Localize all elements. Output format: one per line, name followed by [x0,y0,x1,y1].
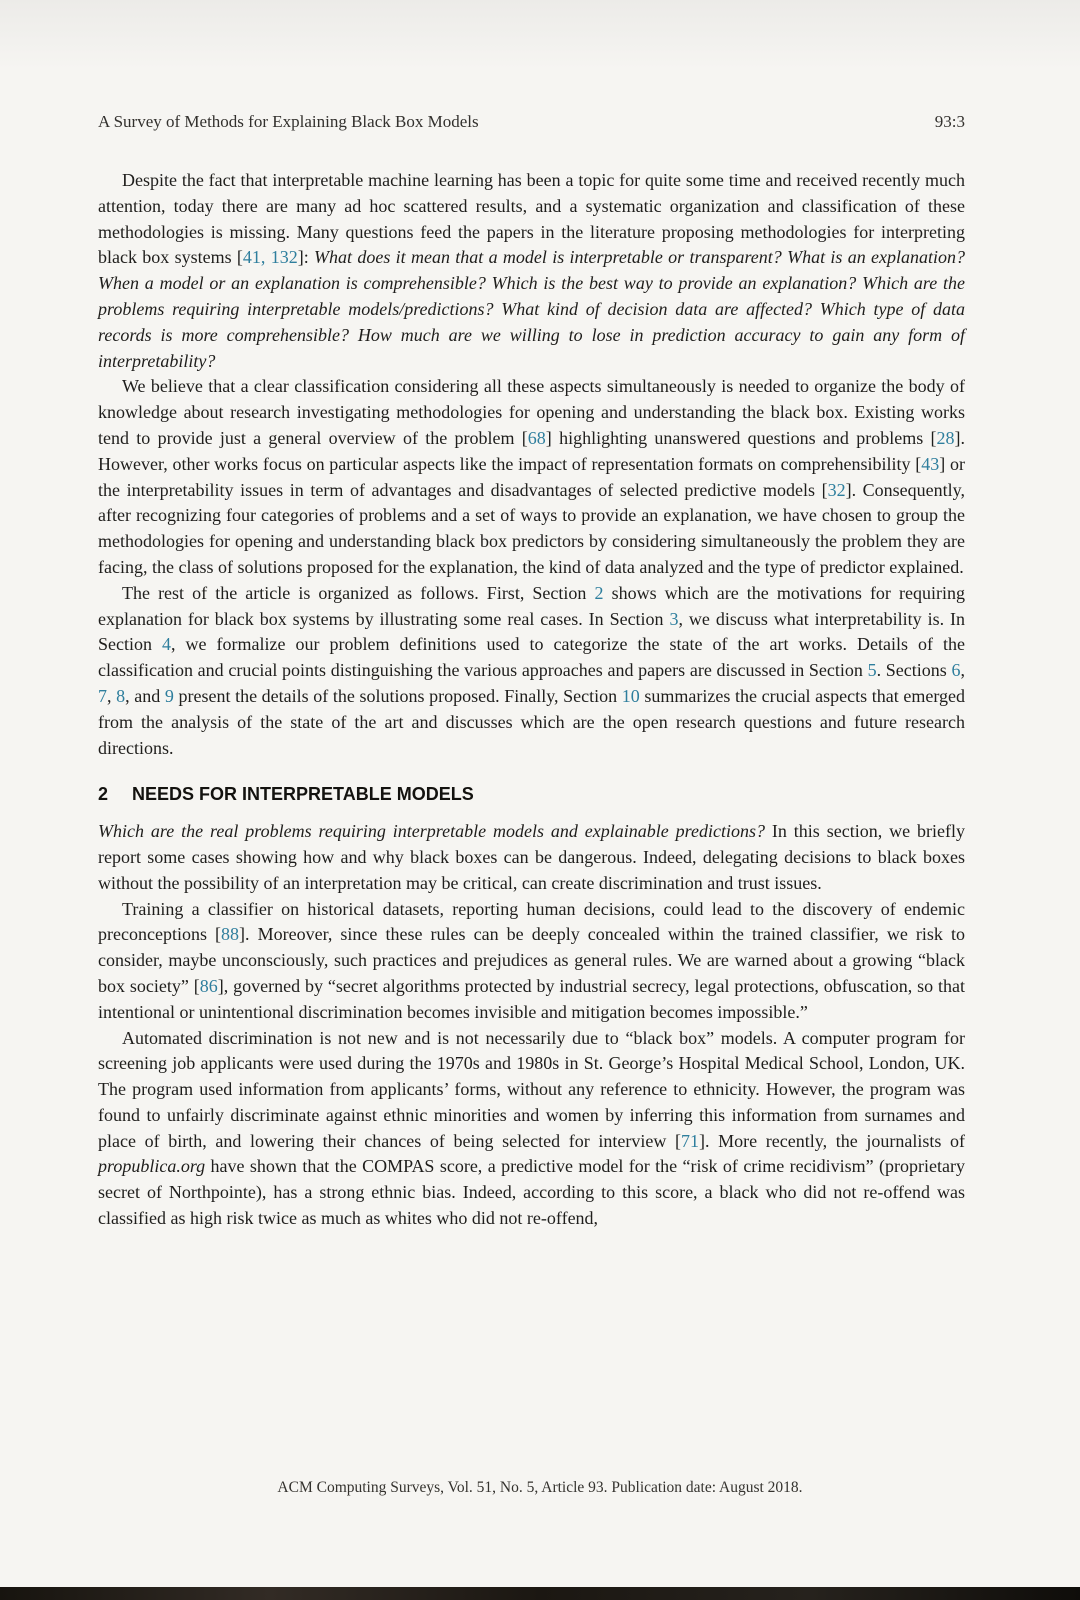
citation-link[interactable]: 9 [164,685,174,706]
citation-link[interactable]: 10 [621,685,640,706]
paragraph [98,897,965,1026]
scan-edge-artifact [0,1587,1080,1600]
citation-link[interactable]: 41, 132 [242,247,298,268]
text-segment: Automated discrimination is not new and is not necessarily due to “black box” models. A computer program for screening job applicants were used during the 1970s and 1980s in St. George’s Hospital Medical School, London, UK. The program used information from applicants’ forms, without any reference to ethnicity. However, the program was found to unfairly discriminate against ethnic minorities and women by inferring this information from surnames and place of birth, and lowering their chances of being selected for interview [ [98,1027,965,1151]
running-title: A Survey of Methods for Explaining Black Box Models [98,112,479,131]
text-segment: present the details of the solutions proposed. Finally, Section [173,685,622,706]
text-segment: ]. Moreover, since these rules can be deeply concealed within the trained classifier, we risk to consider, maybe unconsciously, such practices and prejudices as general rules. We are warned about a growing “black box society” [ [98,924,965,996]
text-segment: , [107,685,117,706]
text-segment: ]. More recently, the journalists of [699,1130,965,1151]
paragraph [98,581,965,762]
citation-link[interactable]: 88 [221,924,240,945]
citation-link[interactable]: 2 [594,582,604,603]
citation-link[interactable]: 71 [681,1130,700,1151]
text-segment: , and [125,685,165,706]
page-body [98,168,965,1232]
text-segment: In this section, we briefly report some cases showing how and why black boxes can be dangerous. Indeed, delegating decisions to black boxes without the possibility of an interpretation may be critical, can create discrimination and trust issues. [98,821,965,893]
text-segment: , [960,660,965,681]
citation-link[interactable]: 32 [827,479,846,500]
citation-link[interactable]: 43 [921,453,940,474]
citation-link[interactable]: 8 [116,685,126,706]
page-header [98,112,965,132]
citation-link[interactable]: 68 [527,427,546,448]
paragraph [98,819,965,896]
text-segment: have shown that the COMPAS score, a predictive model for the “risk of crime recidivism” (proprietary secret of Northpointe), has a strong ethnic bias. Indeed, according to this score, a black who did not re-offend was classified as high risk twice as much as whites who did not re-offend, [98,1156,965,1229]
text-segment: ] highlighting unanswered questions and problems [ [545,427,937,448]
citation-link[interactable]: 28 [936,427,955,448]
text-segment: Training a classifier on historical datasets, reporting human decisions, could lead to the discovery of endemic preconceptions [ [98,898,965,945]
italic-text: propublica.org [98,1156,206,1177]
italic-text: What does it mean that a model is interpretable or transparent? What is an explanation? When a model or an explanation is comprehensible? Which is the best way to provide an explanation? Which are the problems requiring interpretable models/predictions? What kind of decision data are affected? Which type of data records is more comprehensible? How much are we willing to lose in prediction accuracy to gain any form of interpretability? [98,247,966,371]
paragraph [98,1026,965,1232]
citation-link[interactable]: 86 [199,975,218,996]
text-segment: ], governed by “secret algorithms protected by industrial secrecy, legal protections, obfuscation, so that intentional or unintentional discrimination becomes invisible and mitigation becomes impossible.” [98,975,965,1022]
citation-link[interactable]: 6 [951,660,961,681]
text-segment: shows which are the motivations for requiring explanation for black box systems by illustrating some real cases. In Section [98,582,965,629]
page-footer [0,1479,1080,1497]
section-number: 2 [98,784,109,805]
text-segment: . Sections [876,660,952,681]
footer-text: ACM Computing Surveys, Vol. 51, No. 5, Article 93. Publication date: August 2018. [277,1479,803,1496]
text-segment: summarizes the crucial aspects that emerged from the analysis of the state of the art and discusses which are the open research questions and future research directions. [98,685,966,758]
section-heading [98,782,965,808]
citation-link[interactable]: 4 [162,634,172,655]
text-segment: ]: [297,247,315,268]
italic-text: Which are the real problems requiring interpretable models and explainable predictions? [98,821,765,842]
text-segment: Despite the fact that interpretable machine learning has been a topic for quite some time and received recently much attention, today there are many ad hoc scattered results, and a systematic organization and classification of these methodologies is missing. Many questions feed the papers in the literature proposing methodologies for interpreting black box systems [ [98,170,965,268]
text-segment: ] or the interpretability issues in term of advantages and disadvantages of selected predictive models [ [98,453,965,500]
page-number: 93:3 [934,112,965,131]
text-segment: , we formalize our problem definitions used to categorize the state of the art works. Details of the classification and crucial points distinguishing the various approaches and papers are discussed in Section [98,634,965,681]
citation-link[interactable]: 7 [98,685,107,706]
paragraph [98,374,965,580]
paragraph [98,168,965,374]
citation-link[interactable]: 3 [669,608,679,629]
text-segment: The rest of the article is organized as follows. First, Section [122,582,595,603]
text-segment: , we discuss what interpretability is. In Section [98,608,966,655]
text-segment: ]. However, other works focus on particular aspects like the impact of representation formats on comprehensibility [ [98,427,965,474]
citation-link[interactable]: 5 [867,660,877,681]
text-segment: ]. Consequently, after recognizing four categories of problems and a set of ways to provide an explanation, we have chosen to group the methodologies for opening and understanding black box predictors by considering simultaneously the problem they are facing, the class of solutions proposed for the explanation, the kind of data analyzed and the type of predictor explained. [98,479,965,577]
text-segment: We believe that a clear classification considering all these aspects simultaneously is needed to organize the body of knowledge about research investigating methodologies for opening and understanding the black box. Existing works tend to provide just a general overview of the problem [ [98,376,965,448]
section-title: NEEDS FOR INTERPRETABLE MODELS [132,784,474,805]
